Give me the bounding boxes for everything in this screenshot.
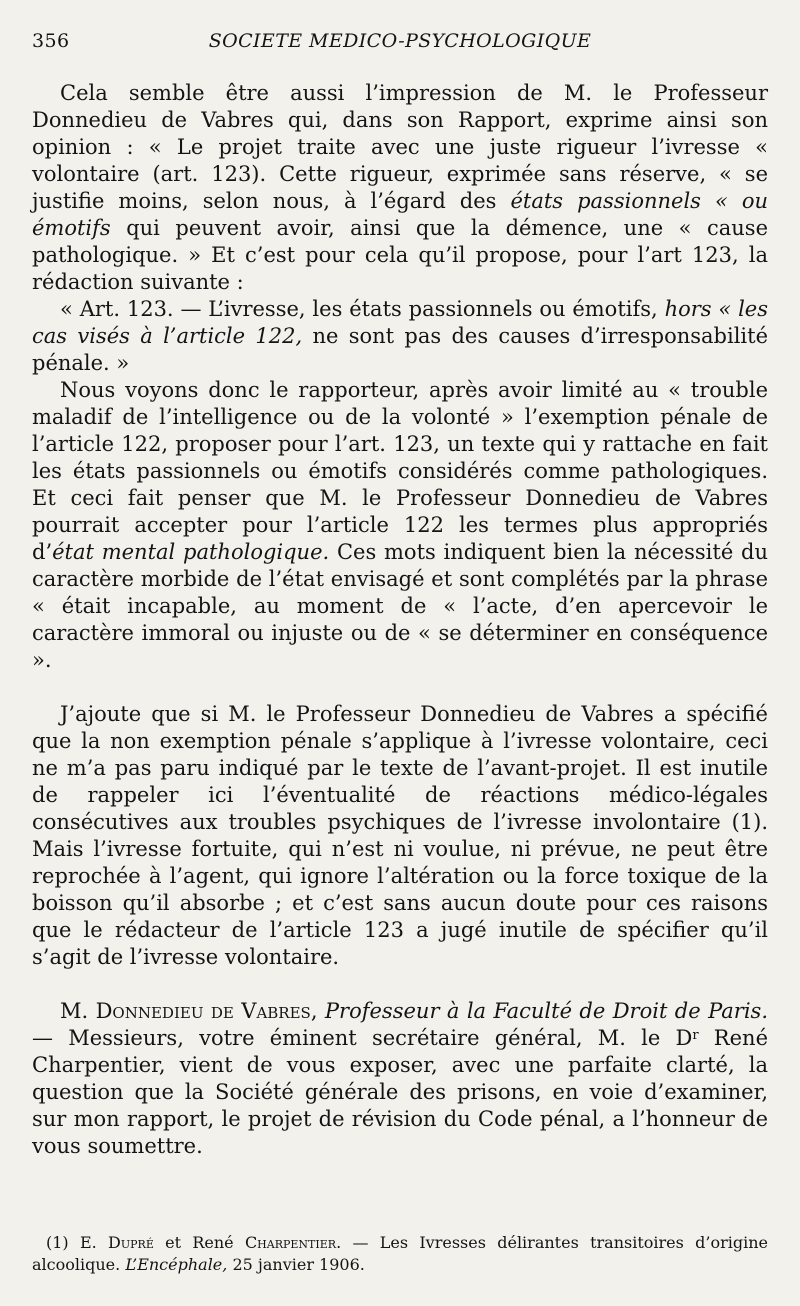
italic-phrase: état mental pathologique. (52, 540, 330, 564)
paragraph-spacer (32, 674, 768, 701)
paragraph-text: J’ajoute que si M. le Professeur Donnedieu de Vabres a spécifié que la non exemption pénale s’applique à l’ivresse volontaire, ceci ne m’a pas paru indiqué par le texte de l’avant-projet. Il est inutile de rappeler ici l’éventualité de réactions médico-légales consécutives aux troubles psychiques de l’ivresse involontaire (1). Mais l’ivresse fortuite, qui n’est ni voulue, ni prévue, ne peut être reprochée à l’agent, qui ignore l’altération ou la force toxique de la boisson qu’il absorbe ; et c’est sans aucun doute pour ces raisons que le rédacteur de l’article 123 a jugé inutile de spécifier qu’il s’agit de l’ivresse volontaire. (32, 702, 768, 969)
paragraph-5 (32, 998, 768, 1160)
speaker-prefix: M. (60, 999, 96, 1023)
italic-phrase: hors « les cas visés à l’article 122, (32, 297, 769, 348)
paragraph-2 (32, 296, 768, 377)
paragraph-text: René Charpentier, vient de vous exposer, avec une parfaite clarté, la question que la Société générale des prisons, en voie d’examiner, sur mon rapport, le projet de révision du Code pénal, a l’honneur de vous soumettre. (32, 1026, 768, 1158)
separator: , (310, 999, 325, 1023)
footnote-text: 25 janvier 1906. (227, 1255, 365, 1274)
paragraph-text: Nous voyons donc le rapporteur, après avoir limité au « trouble maladif de l’intelligence ou de la volonté » l’exemption pénale de l’article 122, proposer pour l’art. 123, un texte qui y rattache en fait les états passionnels ou émotifs considérés comme pathologiques. Et ceci fait penser que M. le Professeur Donnedieu de Vabres pourrait accepter pour l’article 122 les termes plus appropriés d’ (32, 378, 768, 564)
paragraph-1 (32, 80, 768, 296)
page-number: 356 (32, 30, 70, 52)
footnote-text: (1) E. (46, 1233, 109, 1252)
paragraph-4 (32, 701, 768, 971)
running-title: SOCIETE MEDICO-PSYCHOLOGIQUE (208, 30, 592, 52)
speaker-name: Donnedieu de Vabres (95, 999, 311, 1023)
paragraph-text: Cela semble être aussi l’impression de M. le Professeur Donnedieu de Vabres qui, dans son Rapport, exprime ainsi son opinion : « Le projet traite avec une juste rigueur l’ivresse « volontaire (art. 123). Cette rigueur, exprimée sans réserve, « se justifie moins, selon nous, à l’égard des (32, 81, 768, 213)
paragraph-text: ne sont pas des causes d’irresponsabilité pénale. » (32, 324, 769, 375)
paragraph-3 (32, 377, 768, 674)
paragraph-text: — Messieurs, votre éminent secrétaire général, M. le D (32, 1026, 693, 1050)
page-header (32, 30, 768, 58)
paragraph-text: Ces mots indiquent bien la nécessité du caractère morbide de l’état envisagé et sont complétés par la phrase « était incapable, au moment de « l’acte, d’en apercevoir le caractère immoral ou injuste ou de « se déterminer en conséquence ». (32, 540, 768, 672)
superscript: r (692, 1028, 699, 1043)
footnote (32, 1232, 768, 1276)
footnote-author: Charpentier (244, 1233, 337, 1252)
footnote-journal: L’Encéphale, (125, 1255, 228, 1274)
paragraph-spacer (32, 971, 768, 998)
paragraph-text: « Art. 123. — L’ivresse, les états passionnels ou émotifs, (60, 297, 665, 321)
body-text (32, 80, 768, 1160)
footnote-author: Dupré (108, 1233, 154, 1252)
paragraph-text: qui peuvent avoir, ainsi que la démence, une « cause pathologique. » Et c’est pour cela qu’il propose, pour l’art 123, la rédaction suivante : (32, 216, 768, 294)
speaker-title: Professeur à la Faculté de Droit de Paris. (324, 999, 768, 1023)
footnote-text: et René (153, 1233, 245, 1252)
italic-phrase: états passionnels « ou émotifs (32, 189, 768, 240)
footnote-text: . — Les Ivresses délirantes transitoires d’origine alcoolique. (32, 1233, 768, 1274)
